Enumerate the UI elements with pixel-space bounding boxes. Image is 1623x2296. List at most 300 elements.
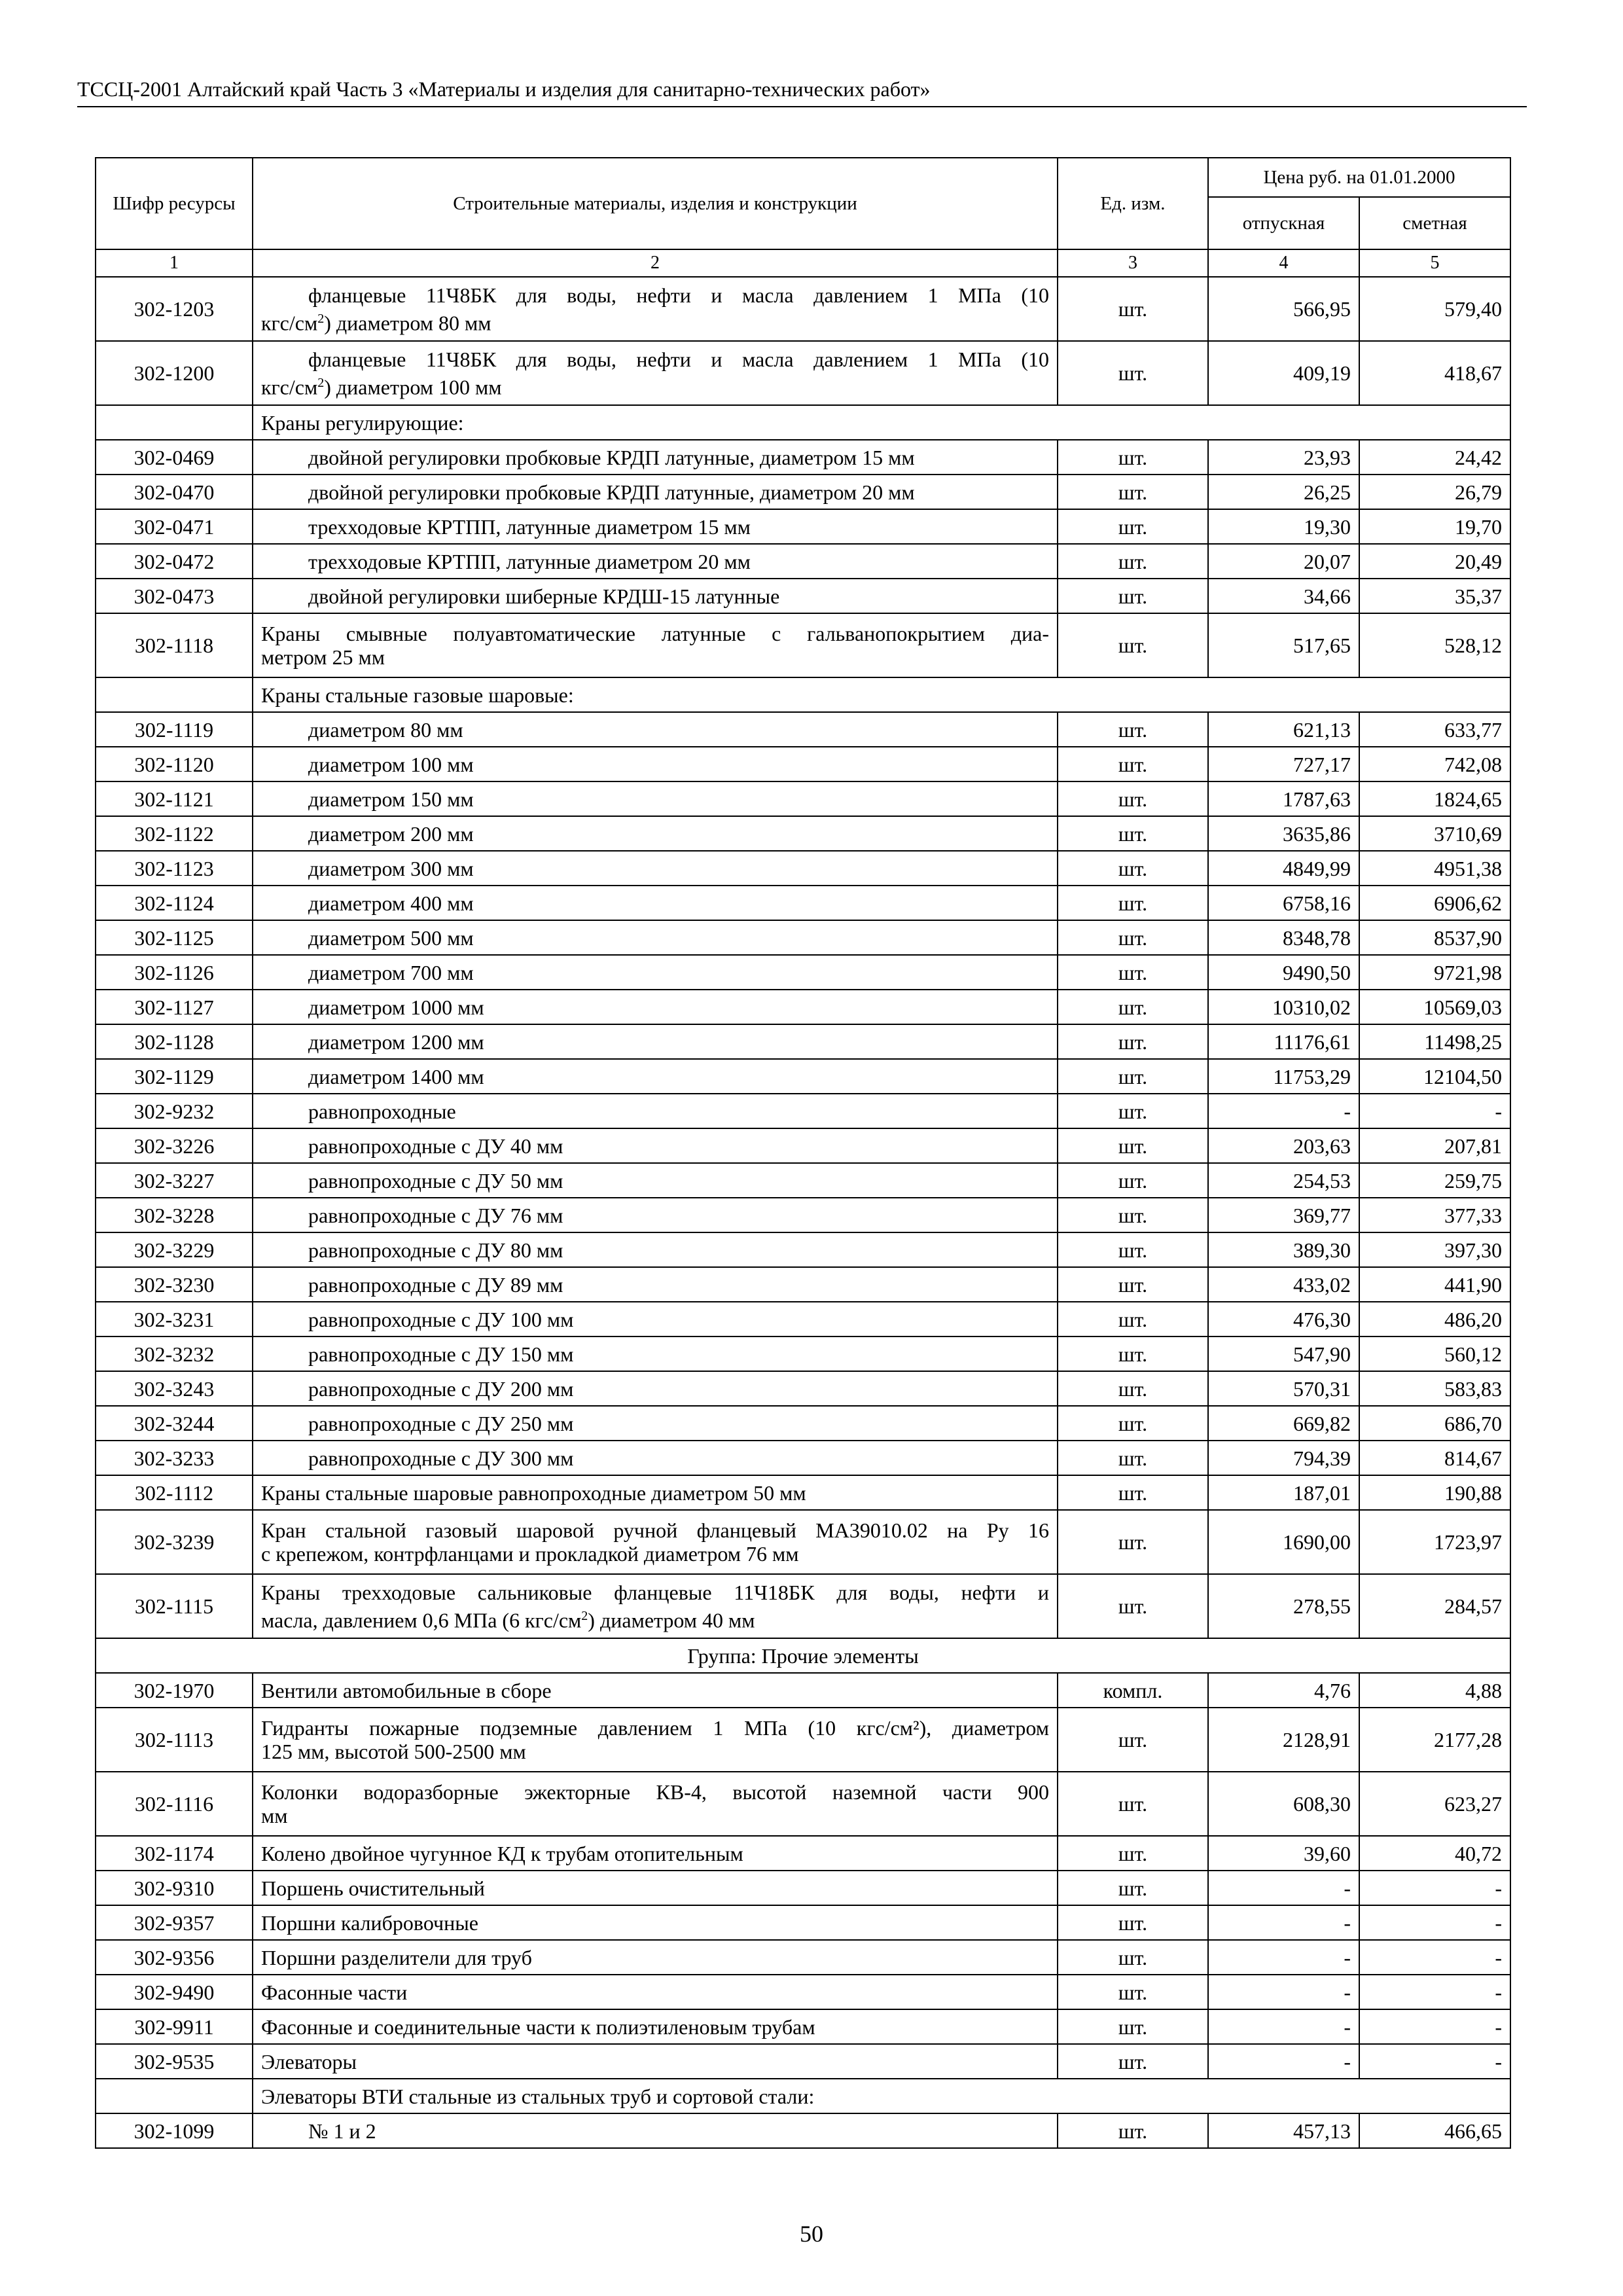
name-cell: равнопроходные с ДУ 300 мм xyxy=(253,1441,1058,1475)
col-number: 5 xyxy=(1359,249,1510,277)
release-price-cell: 203,63 xyxy=(1208,1128,1359,1163)
name-line-2 xyxy=(261,1740,1049,1763)
table-row xyxy=(96,2044,1510,2079)
name-text: кгс/см xyxy=(261,311,318,335)
name-text: ) диаметром 80 мм xyxy=(324,311,491,335)
estimate-price-cell: 397,30 xyxy=(1359,1232,1510,1267)
name-cell: диаметром 300 мм xyxy=(253,851,1058,886)
release-price-cell: 1690,00 xyxy=(1208,1510,1359,1574)
estimate-price-cell: 560,12 xyxy=(1359,1336,1510,1371)
code-cell: 302-1122 xyxy=(96,816,253,851)
table-row xyxy=(96,1232,1510,1267)
unit-cell: шт. xyxy=(1058,277,1208,341)
table-row xyxy=(96,1198,1510,1232)
release-price-cell: 476,30 xyxy=(1208,1302,1359,1336)
table-row xyxy=(96,920,1510,955)
code-cell: 302-9356 xyxy=(96,1940,253,1975)
release-price-cell: 187,01 xyxy=(1208,1475,1359,1510)
release-price-cell: 278,55 xyxy=(1208,1574,1359,1638)
table-row xyxy=(96,1871,1510,1905)
table-row xyxy=(96,1302,1510,1336)
estimate-price-cell: 686,70 xyxy=(1359,1406,1510,1441)
release-price-cell: 4849,99 xyxy=(1208,851,1359,886)
release-price-cell: 8348,78 xyxy=(1208,920,1359,955)
estimate-price-cell: 284,57 xyxy=(1359,1574,1510,1638)
unit-cell: шт. xyxy=(1058,920,1208,955)
estimate-price-cell: 10569,03 xyxy=(1359,990,1510,1024)
col-header-name: Строительные материалы, изделия и конструкции xyxy=(253,158,1058,249)
name-line-1: Гидранты пожарные подземные давлением 1 МПа (10 кгс/см²), диаметром xyxy=(261,1716,1049,1740)
name-cell: № 1 и 2 xyxy=(253,2113,1058,2148)
estimate-price-cell: 4,88 xyxy=(1359,1673,1510,1708)
release-price-cell: 9490,50 xyxy=(1208,955,1359,990)
release-price-cell: - xyxy=(1208,2044,1359,2079)
name-cell: диаметром 700 мм xyxy=(253,955,1058,990)
code-cell: 302-1112 xyxy=(96,1475,253,1510)
name-cell: равнопроходные с ДУ 100 мм xyxy=(253,1302,1058,1336)
release-price-cell: 608,30 xyxy=(1208,1772,1359,1836)
code-cell: 302-3243 xyxy=(96,1371,253,1406)
name-cell: двойной регулировки пробковые КРДП латунные, диаметром 20 мм xyxy=(253,475,1058,509)
estimate-price-cell: 190,88 xyxy=(1359,1475,1510,1510)
unit-cell: шт. xyxy=(1058,886,1208,920)
name-line-1: Кран стальной газовый шаровой ручной фланцевый МА39010.02 на Ру 16 xyxy=(261,1518,1049,1542)
table-row xyxy=(96,1574,1510,1638)
name-line-2 xyxy=(261,1804,1049,1827)
unit-cell: шт. xyxy=(1058,1441,1208,1475)
table-row xyxy=(96,1024,1510,1059)
estimate-price-cell: 207,81 xyxy=(1359,1128,1510,1163)
table-row xyxy=(96,277,1510,341)
name-cell: трехходовые КРТПП, латунные диаметром 15 мм xyxy=(253,509,1058,544)
table-row xyxy=(96,1772,1510,1836)
col-header-estimate: сметная xyxy=(1359,197,1510,249)
table-row xyxy=(96,1094,1510,1128)
col-header-release: отпускная xyxy=(1208,197,1359,249)
estimate-price-cell: 8537,90 xyxy=(1359,920,1510,955)
unit-cell: шт. xyxy=(1058,544,1208,579)
superscript: 2 xyxy=(317,375,325,390)
unit-cell: шт. xyxy=(1058,1836,1208,1871)
estimate-price-cell: 1723,97 xyxy=(1359,1510,1510,1574)
col-number: 3 xyxy=(1058,249,1208,277)
col-header-code: Шифр ресурсы xyxy=(96,158,253,249)
release-price-cell: 19,30 xyxy=(1208,509,1359,544)
superscript: 2 xyxy=(581,1608,588,1623)
estimate-price-cell: 583,83 xyxy=(1359,1371,1510,1406)
estimate-price-cell: 40,72 xyxy=(1359,1836,1510,1871)
estimate-price-cell: - xyxy=(1359,1905,1510,1940)
table-body xyxy=(96,277,1510,2148)
code-cell: 302-1116 xyxy=(96,1772,253,1836)
release-price-cell: - xyxy=(1208,1905,1359,1940)
code-cell: 302-0471 xyxy=(96,509,253,544)
code-cell xyxy=(96,405,253,440)
unit-cell: шт. xyxy=(1058,613,1208,677)
price-table xyxy=(95,157,1511,2149)
estimate-price-cell: 12104,50 xyxy=(1359,1059,1510,1094)
release-price-cell: 794,39 xyxy=(1208,1441,1359,1475)
code-cell: 302-1113 xyxy=(96,1708,253,1772)
unit-cell: шт. xyxy=(1058,440,1208,475)
table-row xyxy=(96,2009,1510,2044)
code-cell: 302-1119 xyxy=(96,712,253,747)
estimate-price-cell: 9721,98 xyxy=(1359,955,1510,990)
code-cell: 302-9535 xyxy=(96,2044,253,2079)
table-row xyxy=(96,851,1510,886)
col-number: 4 xyxy=(1208,249,1359,277)
table-row xyxy=(96,1441,1510,1475)
release-price-cell: 4,76 xyxy=(1208,1673,1359,1708)
name-cell: диаметром 150 мм xyxy=(253,781,1058,816)
unit-cell: шт. xyxy=(1058,1232,1208,1267)
estimate-price-cell: 418,67 xyxy=(1359,341,1510,405)
name-text: метром 25 мм xyxy=(261,645,385,669)
name-cell: равнопроходные xyxy=(253,1094,1058,1128)
name-cell: диаметром 200 мм xyxy=(253,816,1058,851)
name-cell: диаметром 400 мм xyxy=(253,886,1058,920)
code-cell: 302-1099 xyxy=(96,2113,253,2148)
release-price-cell: - xyxy=(1208,1871,1359,1905)
unit-cell: шт. xyxy=(1058,1772,1208,1836)
code-cell: 302-3227 xyxy=(96,1163,253,1198)
name-cell xyxy=(253,1772,1058,1836)
table-row xyxy=(96,475,1510,509)
table-row xyxy=(96,1267,1510,1302)
name-cell: двойной регулировки шиберные КРДШ-15 латунные xyxy=(253,579,1058,613)
name-cell: Поршни калибровочные xyxy=(253,1905,1058,1940)
estimate-price-cell: 623,27 xyxy=(1359,1772,1510,1836)
name-text: ) диаметром 100 мм xyxy=(324,375,502,399)
release-price-cell: 433,02 xyxy=(1208,1267,1359,1302)
estimate-price-cell: - xyxy=(1359,2044,1510,2079)
table-row xyxy=(96,509,1510,544)
code-cell: 302-0470 xyxy=(96,475,253,509)
section-title: Краны стальные газовые шаровые: xyxy=(253,677,1510,712)
estimate-price-cell: 633,77 xyxy=(1359,712,1510,747)
unit-cell: шт. xyxy=(1058,1940,1208,1975)
code-cell: 302-0469 xyxy=(96,440,253,475)
table-row xyxy=(96,1510,1510,1574)
release-price-cell: 566,95 xyxy=(1208,277,1359,341)
unit-cell: шт. xyxy=(1058,851,1208,886)
superscript: 2 xyxy=(317,311,325,326)
unit-cell: шт. xyxy=(1058,1094,1208,1128)
unit-cell: шт. xyxy=(1058,475,1208,509)
table-row xyxy=(96,1673,1510,1708)
group-title: Группа: Прочие элементы xyxy=(96,1638,1510,1673)
code-cell: 302-1120 xyxy=(96,747,253,781)
unit-cell: шт. xyxy=(1058,2009,1208,2044)
table-row xyxy=(96,1975,1510,2009)
release-price-cell: 727,17 xyxy=(1208,747,1359,781)
estimate-price-cell: 35,37 xyxy=(1359,579,1510,613)
code-cell: 302-9357 xyxy=(96,1905,253,1940)
release-price-cell: - xyxy=(1208,1940,1359,1975)
unit-cell: шт. xyxy=(1058,1708,1208,1772)
name-cell xyxy=(253,341,1058,405)
release-price-cell: 20,07 xyxy=(1208,544,1359,579)
estimate-price-cell: 26,79 xyxy=(1359,475,1510,509)
name-cell: Краны стальные шаровые равнопроходные диаметром 50 мм xyxy=(253,1475,1058,1510)
code-cell: 302-9310 xyxy=(96,1871,253,1905)
name-line-2 xyxy=(261,645,1049,669)
name-cell: диаметром 100 мм xyxy=(253,747,1058,781)
release-price-cell: 2128,91 xyxy=(1208,1708,1359,1772)
unit-cell: шт. xyxy=(1058,781,1208,816)
release-price-cell: 10310,02 xyxy=(1208,990,1359,1024)
table-row xyxy=(96,341,1510,405)
name-text: с крепежом, контрфланцами и прокладкой диаметром 76 мм xyxy=(261,1542,799,1566)
code-cell: 302-3229 xyxy=(96,1232,253,1267)
estimate-price-cell: 11498,25 xyxy=(1359,1024,1510,1059)
release-price-cell: 1787,63 xyxy=(1208,781,1359,816)
code-cell: 302-3244 xyxy=(96,1406,253,1441)
estimate-price-cell: 19,70 xyxy=(1359,509,1510,544)
name-cell: диаметром 1200 мм xyxy=(253,1024,1058,1059)
unit-cell: шт. xyxy=(1058,1198,1208,1232)
section-title: Элеваторы ВТИ стальные из стальных труб и сортовой стали: xyxy=(253,2079,1510,2113)
name-text: 125 мм, высотой 500-2500 мм xyxy=(261,1740,526,1763)
code-cell: 302-1118 xyxy=(96,613,253,677)
unit-cell: шт. xyxy=(1058,1336,1208,1371)
estimate-price-cell: 20,49 xyxy=(1359,544,1510,579)
name-cell: Элеваторы xyxy=(253,2044,1058,2079)
table-row xyxy=(96,712,1510,747)
estimate-price-cell: 3710,69 xyxy=(1359,816,1510,851)
table-row xyxy=(96,1406,1510,1441)
table-row xyxy=(96,990,1510,1024)
name-line-2 xyxy=(261,1542,1049,1566)
unit-cell: шт. xyxy=(1058,1905,1208,1940)
release-price-cell: - xyxy=(1208,1094,1359,1128)
name-cell: Поршень очистительный xyxy=(253,1871,1058,1905)
unit-cell: шт. xyxy=(1058,509,1208,544)
unit-cell: шт. xyxy=(1058,712,1208,747)
unit-cell: шт. xyxy=(1058,1163,1208,1198)
page-header: ТССЦ-2001 Алтайский край Часть 3 «Материалы и изделия для санитарно-технических работ» xyxy=(77,72,1527,107)
table-row xyxy=(96,1836,1510,1871)
unit-cell: шт. xyxy=(1058,2113,1208,2148)
table-row xyxy=(96,886,1510,920)
name-cell xyxy=(253,613,1058,677)
estimate-price-cell: 579,40 xyxy=(1359,277,1510,341)
estimate-price-cell: 814,67 xyxy=(1359,1441,1510,1475)
code-cell: 302-1126 xyxy=(96,955,253,990)
code-cell: 302-1125 xyxy=(96,920,253,955)
name-cell: диаметром 80 мм xyxy=(253,712,1058,747)
release-price-cell: 409,19 xyxy=(1208,341,1359,405)
name-line-2 xyxy=(261,307,1049,335)
code-cell: 302-1129 xyxy=(96,1059,253,1094)
estimate-price-cell: - xyxy=(1359,2009,1510,2044)
unit-cell: шт. xyxy=(1058,341,1208,405)
estimate-price-cell: - xyxy=(1359,1871,1510,1905)
estimate-price-cell: 24,42 xyxy=(1359,440,1510,475)
col-header-unit: Ед. изм. xyxy=(1058,158,1208,249)
name-text: масла, давлением 0,6 МПа (6 кгс/см xyxy=(261,1608,582,1632)
col-header-price: Цена руб. на 01.01.2000 xyxy=(1208,158,1510,197)
release-price-cell: 517,65 xyxy=(1208,613,1359,677)
unit-cell: шт. xyxy=(1058,1302,1208,1336)
name-text: мм xyxy=(261,1804,288,1827)
name-line-1: Колонки водоразборные эжекторные КВ-4, высотой наземной части 900 xyxy=(261,1780,1049,1804)
section-title: Краны регулирующие: xyxy=(253,405,1510,440)
code-cell: 302-3230 xyxy=(96,1267,253,1302)
release-price-cell: 34,66 xyxy=(1208,579,1359,613)
name-cell: диаметром 1400 мм xyxy=(253,1059,1058,1094)
table-row xyxy=(96,544,1510,579)
release-price-cell: 570,31 xyxy=(1208,1371,1359,1406)
code-cell: 302-1121 xyxy=(96,781,253,816)
name-cell: диаметром 500 мм xyxy=(253,920,1058,955)
unit-cell: шт. xyxy=(1058,1059,1208,1094)
page-number: 50 xyxy=(800,2221,823,2247)
code-cell: 302-1128 xyxy=(96,1024,253,1059)
name-cell: Вентили автомобильные в сборе xyxy=(253,1673,1058,1708)
table-row xyxy=(96,1336,1510,1371)
section-row xyxy=(96,405,1510,440)
table-row xyxy=(96,1128,1510,1163)
name-line-1: Краны смывные полуавтоматические латунные с гальванопокрытием диа- xyxy=(261,622,1049,645)
estimate-price-cell: 377,33 xyxy=(1359,1198,1510,1232)
estimate-price-cell: 441,90 xyxy=(1359,1267,1510,1302)
estimate-price-cell: 742,08 xyxy=(1359,747,1510,781)
name-cell: Поршни разделители для труб xyxy=(253,1940,1058,1975)
name-cell: равнопроходные с ДУ 150 мм xyxy=(253,1336,1058,1371)
unit-cell: шт. xyxy=(1058,1574,1208,1638)
name-cell: равнопроходные с ДУ 50 мм xyxy=(253,1163,1058,1198)
release-price-cell: 369,77 xyxy=(1208,1198,1359,1232)
name-text: ) диаметром 40 мм xyxy=(588,1608,755,1632)
table-row xyxy=(96,1059,1510,1094)
release-price-cell: 254,53 xyxy=(1208,1163,1359,1198)
estimate-price-cell: 528,12 xyxy=(1359,613,1510,677)
table-row xyxy=(96,1905,1510,1940)
release-price-cell: 6758,16 xyxy=(1208,886,1359,920)
name-line-2 xyxy=(261,371,1049,399)
name-cell: Фасонные и соединительные части к полиэтиленовым трубам xyxy=(253,2009,1058,2044)
unit-cell: шт. xyxy=(1058,747,1208,781)
code-cell: 302-3226 xyxy=(96,1128,253,1163)
code-cell: 302-3231 xyxy=(96,1302,253,1336)
code-cell: 302-1115 xyxy=(96,1574,253,1638)
estimate-price-cell: 1824,65 xyxy=(1359,781,1510,816)
unit-cell: шт. xyxy=(1058,1371,1208,1406)
table-row xyxy=(96,613,1510,677)
estimate-price-cell: 486,20 xyxy=(1359,1302,1510,1336)
estimate-price-cell: 4951,38 xyxy=(1359,851,1510,886)
code-cell: 302-0472 xyxy=(96,544,253,579)
name-cell xyxy=(253,1708,1058,1772)
unit-cell: шт. xyxy=(1058,816,1208,851)
estimate-price-cell: 2177,28 xyxy=(1359,1708,1510,1772)
unit-cell: шт. xyxy=(1058,1024,1208,1059)
code-cell: 302-1174 xyxy=(96,1836,253,1871)
release-price-cell: 669,82 xyxy=(1208,1406,1359,1441)
unit-cell: компл. xyxy=(1058,1673,1208,1708)
name-cell: равнопроходные с ДУ 200 мм xyxy=(253,1371,1058,1406)
release-price-cell: - xyxy=(1208,2009,1359,2044)
estimate-price-cell: - xyxy=(1359,1975,1510,2009)
name-cell: равнопроходные с ДУ 40 мм xyxy=(253,1128,1058,1163)
estimate-price-cell: 466,65 xyxy=(1359,2113,1510,2148)
unit-cell: шт. xyxy=(1058,1475,1208,1510)
table-row xyxy=(96,816,1510,851)
estimate-price-cell: - xyxy=(1359,1094,1510,1128)
col-number: 1 xyxy=(96,249,253,277)
release-price-cell: 3635,86 xyxy=(1208,816,1359,851)
name-cell: Фасонные части xyxy=(253,1975,1058,2009)
unit-cell: шт. xyxy=(1058,1267,1208,1302)
release-price-cell: - xyxy=(1208,1975,1359,2009)
name-line-1: фланцевые 11Ч8БК для воды, нефти и масла давлением 1 МПа (10 xyxy=(308,283,1049,307)
release-price-cell: 39,60 xyxy=(1208,1836,1359,1871)
section-row xyxy=(96,2079,1510,2113)
code-cell: 302-3232 xyxy=(96,1336,253,1371)
code-cell: 302-1123 xyxy=(96,851,253,886)
release-price-cell: 547,90 xyxy=(1208,1336,1359,1371)
release-price-cell: 11176,61 xyxy=(1208,1024,1359,1059)
name-line-1: фланцевые 11Ч8БК для воды, нефти и масла давлением 1 МПа (10 xyxy=(308,347,1049,371)
code-cell xyxy=(96,2079,253,2113)
table-row xyxy=(96,1371,1510,1406)
code-cell: 302-3239 xyxy=(96,1510,253,1574)
table-row xyxy=(96,1163,1510,1198)
code-cell: 302-1200 xyxy=(96,341,253,405)
code-cell: 302-3228 xyxy=(96,1198,253,1232)
release-price-cell: 389,30 xyxy=(1208,1232,1359,1267)
release-price-cell: 26,25 xyxy=(1208,475,1359,509)
unit-cell: шт. xyxy=(1058,579,1208,613)
unit-cell: шт. xyxy=(1058,1871,1208,1905)
code-cell: 302-3233 xyxy=(96,1441,253,1475)
estimate-price-cell: - xyxy=(1359,1940,1510,1975)
name-cell: двойной регулировки пробковые КРДП латунные, диаметром 15 мм xyxy=(253,440,1058,475)
release-price-cell: 11753,29 xyxy=(1208,1059,1359,1094)
name-cell xyxy=(253,1510,1058,1574)
table-row xyxy=(96,1475,1510,1510)
table-row xyxy=(96,579,1510,613)
name-text: кгс/см xyxy=(261,375,318,399)
name-line-2 xyxy=(261,1604,1049,1632)
name-cell: трехходовые КРТПП, латунные диаметром 20 мм xyxy=(253,544,1058,579)
release-price-cell: 621,13 xyxy=(1208,712,1359,747)
name-cell: равнопроходные с ДУ 250 мм xyxy=(253,1406,1058,1441)
unit-cell: шт. xyxy=(1058,2044,1208,2079)
code-cell: 302-1127 xyxy=(96,990,253,1024)
section-row xyxy=(96,677,1510,712)
estimate-price-cell: 259,75 xyxy=(1359,1163,1510,1198)
name-cell xyxy=(253,1574,1058,1638)
unit-cell: шт. xyxy=(1058,990,1208,1024)
release-price-cell: 23,93 xyxy=(1208,440,1359,475)
col-number: 2 xyxy=(253,249,1058,277)
release-price-cell: 457,13 xyxy=(1208,2113,1359,2148)
table-row xyxy=(96,2113,1510,2148)
name-cell: равнопроходные с ДУ 80 мм xyxy=(253,1232,1058,1267)
code-cell: 302-0473 xyxy=(96,579,253,613)
table-row xyxy=(96,1708,1510,1772)
table-row xyxy=(96,955,1510,990)
unit-cell: шт. xyxy=(1058,1406,1208,1441)
code-cell xyxy=(96,677,253,712)
group-row xyxy=(96,1638,1510,1673)
code-cell: 302-9911 xyxy=(96,2009,253,2044)
name-cell xyxy=(253,277,1058,341)
code-cell: 302-1970 xyxy=(96,1673,253,1708)
unit-cell: шт. xyxy=(1058,955,1208,990)
